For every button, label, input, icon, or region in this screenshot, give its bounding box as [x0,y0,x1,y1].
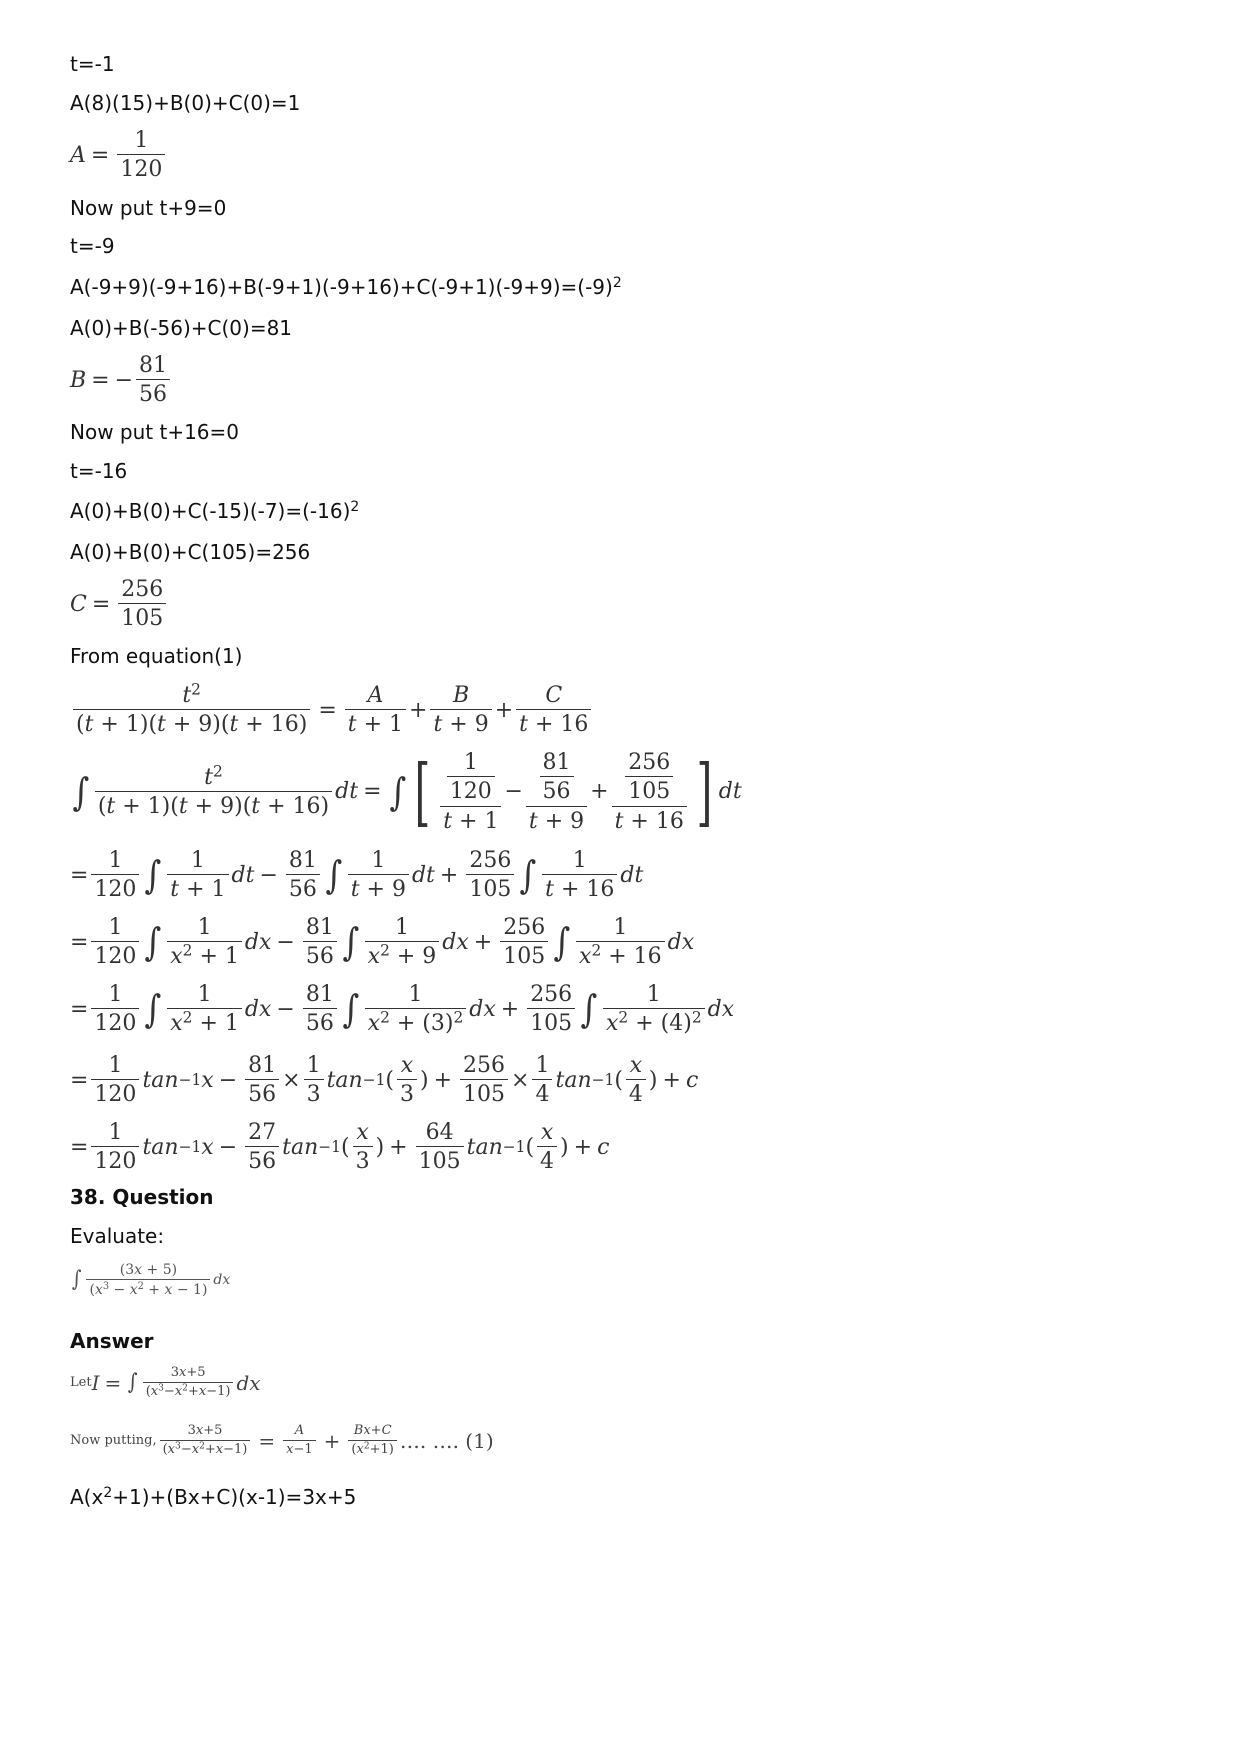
text-line: A(0)+B(0)+C(105)=256 [70,540,311,564]
question-integral: ∫ $\frac{(3x + 5)}{(x^3 - x^2 + x - 1)}$ dx [71,1262,231,1299]
text-line: From equation(1) [70,644,243,668]
equation-final: = $\frac{1}{120}$ tan −1 x − $\frac{27}{56}$ tan −1 ( $\frac{x}{3}$ ) + $\frac{64}{105}$ tan −1 ( $\frac{x}{4}$ ) + c [70,1120,610,1175]
text-line: t=-9 [70,234,115,258]
text-line: A(0)+B(-56)+C(0)=81 [70,316,293,340]
text-line: $A(-9+9)(-9+16)+B(-9+1)(-9+16)+C(-9+1)(-9+9)=(-9)^2$ [70,275,622,299]
question-heading: 38. Question [70,1185,214,1209]
equation-step: = $\frac{1}{120}$ ∫ $\frac{1}{x^2 + 1}$ dx − $\frac{81}{56}$ ∫ $\frac{1}{x^2 + 9}$ dx + $\frac{256}{105}$ ∫ $\frac{1}{x^2 + 16}$ dx [70,915,695,970]
equation-step: = $\frac{1}{120}$ ∫ $\frac{1}{x^2 + 1}$ dx − $\frac{81}{56}$ ∫ $\frac{1}{x^2 + (3)^2}$ dx + $\frac{256}{105}$ ∫ $\frac{1}{x^2 + (4)^2}$ dx [70,982,735,1037]
text-line: Now put t+16=0 [70,420,240,444]
equation-b-value: B = − $\frac{81}{56}$ [70,353,173,408]
equation-partial-fractions: $\frac{t^2}{(t + 1)(t + 9)(t + 16)}$ = $\frac{A}{t + 1}$ + $\frac{B}{t + 9}$ + $\frac{C}{t + 16}$ [70,683,594,738]
equation-integral-split: ∫ $\frac{t^2}{(t + 1)(t + 9)(t + 16)}$ dt = ∫ [ $\frac{\frac{1}{120}}{t + 1}$ − $\frac{\frac{81}{56}}{t + 9}$ + $\frac{\frac{256}{105}}{t + 16}$ ] dt [72,748,742,835]
text-line: Evaluate: [70,1224,165,1248]
equation-c-value: C = $\frac{256}{105}$ [70,577,169,632]
text-line: Now put t+9=0 [70,196,227,220]
equation-step: = $\frac{1}{120}$ ∫ $\frac{1}{t + 1}$ dt − $\frac{81}{56}$ ∫ $\frac{1}{t + 9}$ dt + $\frac{256}{105}$ ∫ $\frac{1}{t + 16}$ dt [70,848,644,903]
answer-heading: Answer [70,1329,154,1353]
equation-let-i: Let I = ∫ $\frac{3x+5}{(x^3-x^2+x-1)}$ dx [70,1365,261,1399]
equation-step: = $\frac{1}{120}$ tan −1 x − $\frac{81}{56}$ × $\frac{1}{3}$ tan −1 ( $\frac{x}{3}$ ) + $\frac{256}{105}$ × $\frac{1}{4}$ tan −1 ( $\frac{x}{4}$ ) + c [70,1053,699,1108]
equation-now-putting: Now putting, $\frac{3x+5}{(x^3-x^2+x-1)}$ = $\frac{A}{x-1}$ + $\frac{Bx+C}{(x^2+1)}$ …. …. (1) [70,1423,494,1457]
text-line: A(8)(15)+B(0)+C(0)=1 [70,91,301,115]
text-line: t=-1 [70,52,115,76]
equation-a-value: A = $\frac{1}{120}$ [70,128,168,183]
text-line: $A(0)+B(0)+C(-15)(-7)=(-16)^2$ [70,499,360,523]
text-line: $A(x^2+1)+(Bx+C)(x-1)=3x+5$ [70,1485,357,1509]
text-line: t=-16 [70,459,128,483]
